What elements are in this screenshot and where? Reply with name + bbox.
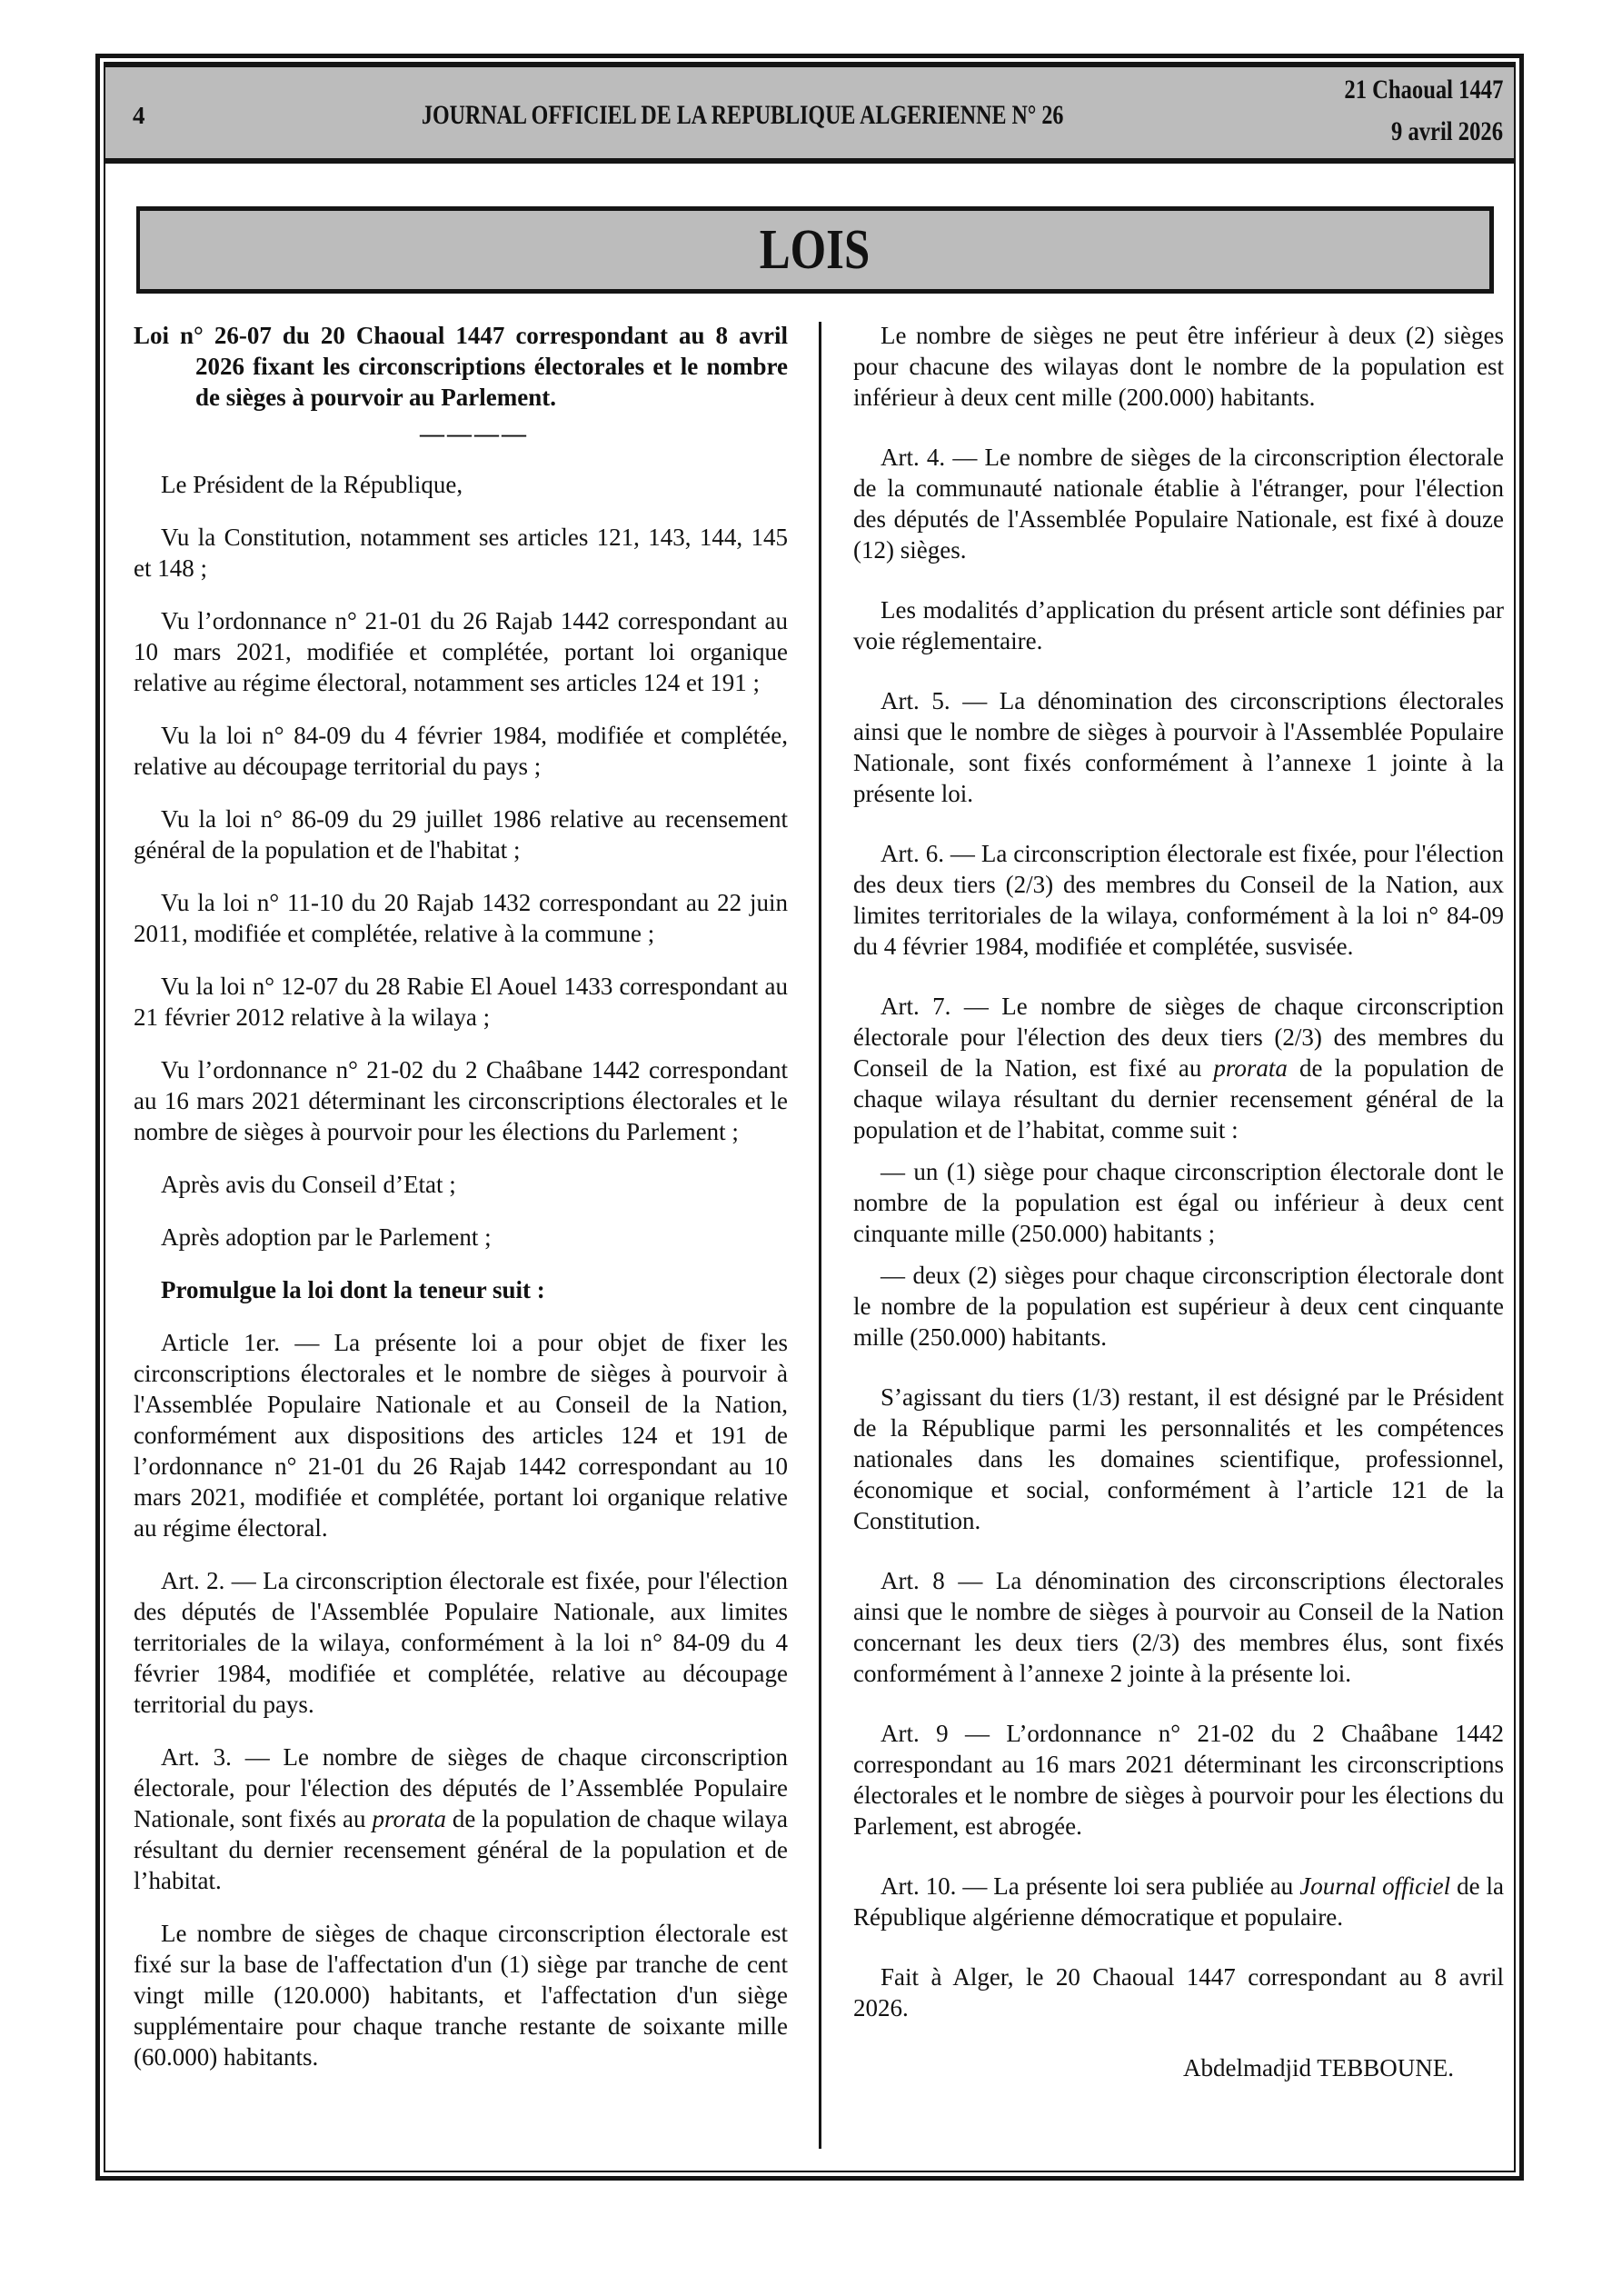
section-title-box	[136, 206, 1494, 294]
paragraph: Promulgue la loi dont la teneur suit :	[161, 1276, 545, 1303]
page-inner-frame	[104, 62, 1516, 2172]
paragraph: Vu la loi n° 86-09 du 29 juillet 1986 relative au recensement général de la population et de l'habitat ;	[134, 805, 788, 863]
paragraph: Art. 5. — La dénomination des circonscriptions électorales ainsi que le nombre de sièges à pourvoir à l'Assemblée Populaire Nationale, sont fixés conformément à l’annexe 1 jointe à la présente loi.	[853, 687, 1504, 807]
italic-text: Journal officiel	[1299, 1872, 1451, 1900]
text-segment: de la République algérienne démocratique et populaire.	[853, 1872, 1504, 1931]
paragraph: Article 1er. — La présente loi a pour objet de fixer les circonscriptions électorales et le nombre de sièges à pourvoir à l'Assemblée Populaire Nationale et au Conseil de la Nation, conformément aux dispositions des articles 124 et 191 de l’ordonnance n° 21-01 du 26 Rajab 1442 correspondant au 10 mars 2021, modifiée et complétée, portant loi organique relative au régime électoral.	[134, 1329, 788, 1542]
page-frame	[95, 54, 1524, 2181]
paragraph: Vu la loi n° 84-09 du 4 février 1984, modifiée et complétée, relative au découpage territorial du pays ;	[134, 722, 788, 780]
date-gregorian: 9 avril 2026	[1391, 116, 1503, 146]
left-column	[134, 320, 788, 2072]
text-segment: Art. 7. — Le nombre de sièges de chaque circonscription électorale pour l'élection des deux tiers (2/3) des membres du Conseil de la Nation, est fixé au	[853, 993, 1504, 1082]
paragraph: Art. 9 — L’ordonnance n° 21-02 du 2 Chaâbane 1442 correspondant au 16 mars 2021 déterminant les circonscriptions électorales et le nombre de sièges à pourvoir pour les élections du Parlement, est abrogée.	[853, 1720, 1504, 1840]
column-divider	[819, 322, 821, 2149]
text-segment: Art. 10. — La présente loi sera publiée au	[881, 1872, 1300, 1900]
paragraph	[134, 1742, 788, 1896]
date-hijri: 21 Chaoual 1447	[1344, 75, 1503, 105]
italic-text: prorata	[1213, 1054, 1288, 1082]
paragraph: Les modalités d’application du présent article sont définies par voie réglementaire.	[853, 596, 1504, 654]
paragraph: Fait à Alger, le 20 Chaoual 1447 correspondant au 8 avril 2026.	[853, 1963, 1504, 2021]
paragraph: Le Président de la République,	[161, 471, 463, 498]
paragraph: Vu la Constitution, notamment ses articles 121, 143, 144, 145 et 148 ;	[134, 524, 788, 582]
paragraph: Vu l’ordonnance n° 21-01 du 26 Rajab 1442 correspondant au 10 mars 2021, modifiée et complétée, portant loi organique relative au régime électoral, notamment ses articles 124 et 191 ;	[134, 607, 788, 696]
right-column	[853, 320, 1504, 2083]
paragraph: — deux (2) sièges pour chaque circonscription électorale dont le nombre de la population est supérieur à deux cent cinquante mille (250.000) habitants.	[853, 1262, 1504, 1351]
paragraph: Art. 6. — La circonscription électorale est fixée, pour l'élection des deux tiers (2/3) des membres du Conseil de la Nation, aux limites territoriales de la wilaya, conformément à la loi n° 84-09 du 4 février 1984, modifiée et complétée, susvisée.	[853, 840, 1504, 960]
paragraph: Le nombre de sièges ne peut être inférieur à deux (2) sièges pour chacune des wilayas dont le nombre de la population est inférieur à deux cent mille (200.000) habitants.	[853, 322, 1504, 411]
paragraph: Art. 4. — Le nombre de sièges de la circonscription électorale de la communauté nationale établie à l'étranger, pour l'élection des députés de l'Assemblée Populaire Nationale, est fixé à douze (12) sièges.	[853, 444, 1504, 564]
law-title: Loi n° 26-07 du 20 Chaoual 1447 correspondant au 8 avril 2026 fixant les circonscriptions électorales et le nombre de sièges à pourvoir au Parlement.	[134, 322, 788, 411]
title-separator: ————	[420, 420, 529, 447]
paragraph: Vu la loi n° 12-07 du 28 Rabie El Aouel 1433 correspondant au 21 février 2012 relative à la wilaya ;	[134, 973, 788, 1031]
paragraph	[853, 1871, 1504, 1932]
paragraph: Vu l’ordonnance n° 21-02 du 2 Chaâbane 1442 correspondant au 16 mars 2021 déterminant les circonscriptions électorales et le nombre de sièges à pourvoir pour les élections du Parlement ;	[134, 1056, 788, 1145]
text-segment: de la population de chaque wilaya résultant du dernier recensement général de la population et de l’habitat, comme suit :	[853, 1054, 1504, 1143]
paragraph: Art. 8 — La dénomination des circonscriptions électorales ainsi que le nombre de sièges à pourvoir au Conseil de la Nation concernant les deux tiers (2/3) des membres élus, sont fixés conformément à l’annexe 2 jointe à la présente loi.	[853, 1567, 1504, 1687]
text-segment: de la population de chaque wilaya résultant du dernier recensement général de la population et de l’habitat.	[134, 1805, 788, 1894]
signature: Abdelmadjid TEBBOUNE.	[1183, 2054, 1454, 2081]
paragraph	[853, 991, 1504, 1145]
paragraph: Vu la loi n° 11-10 du 20 Rajab 1432 correspondant au 22 juin 2011, modifiée et complétée, relative à la commune ;	[134, 889, 788, 947]
italic-text: prorata	[372, 1805, 446, 1832]
paragraph: Après avis du Conseil d’Etat ;	[161, 1171, 456, 1198]
paragraph: S’agissant du tiers (1/3) restant, il est désigné par le Président de la République parmi les personnalités et les compétences nationales dans les domaines scientifique, professionnel, économique et social, conformément à l’article 121 de la Constitution.	[853, 1383, 1504, 1534]
page-number: 4	[133, 102, 145, 129]
paragraph: Le nombre de sièges de chaque circonscription électorale est fixé sur la base de l'affectation d'un (1) siège par tranche de cent vingt mille (120.000) habitants, et l'affectation d'un siège supplémentaire pour chaque tranche restante de soixante mille (60.000) habitants.	[134, 1920, 788, 2071]
journal-header	[105, 64, 1514, 164]
paragraph: — un (1) siège pour chaque circonscription électorale dont le nombre de la population est égal ou inférieur à deux cent cinquante mille (250.000) habitants ;	[853, 1158, 1504, 1247]
journal-title: JOURNAL OFFICIEL DE LA REPUBLIQUE ALGERIENNE N° 26	[422, 100, 1064, 130]
paragraph: Art. 2. — La circonscription électorale est fixée, pour l'élection des députés de l'Assemblée Populaire Nationale, aux limites territoriales de la wilaya, conformément à la loi n° 84-09 du 4 février 1984, modifiée et complétée, relative au découpage territorial du pays.	[134, 1567, 788, 1718]
paragraph: Après adoption par le Parlement ;	[161, 1223, 492, 1251]
text-segment: Art. 3. — Le nombre de sièges de chaque circonscription électorale, pour l'élection des députés de l’Assemblée Populaire Nationale, sont fixés au	[134, 1743, 788, 1832]
section-title: LOIS	[759, 219, 871, 281]
